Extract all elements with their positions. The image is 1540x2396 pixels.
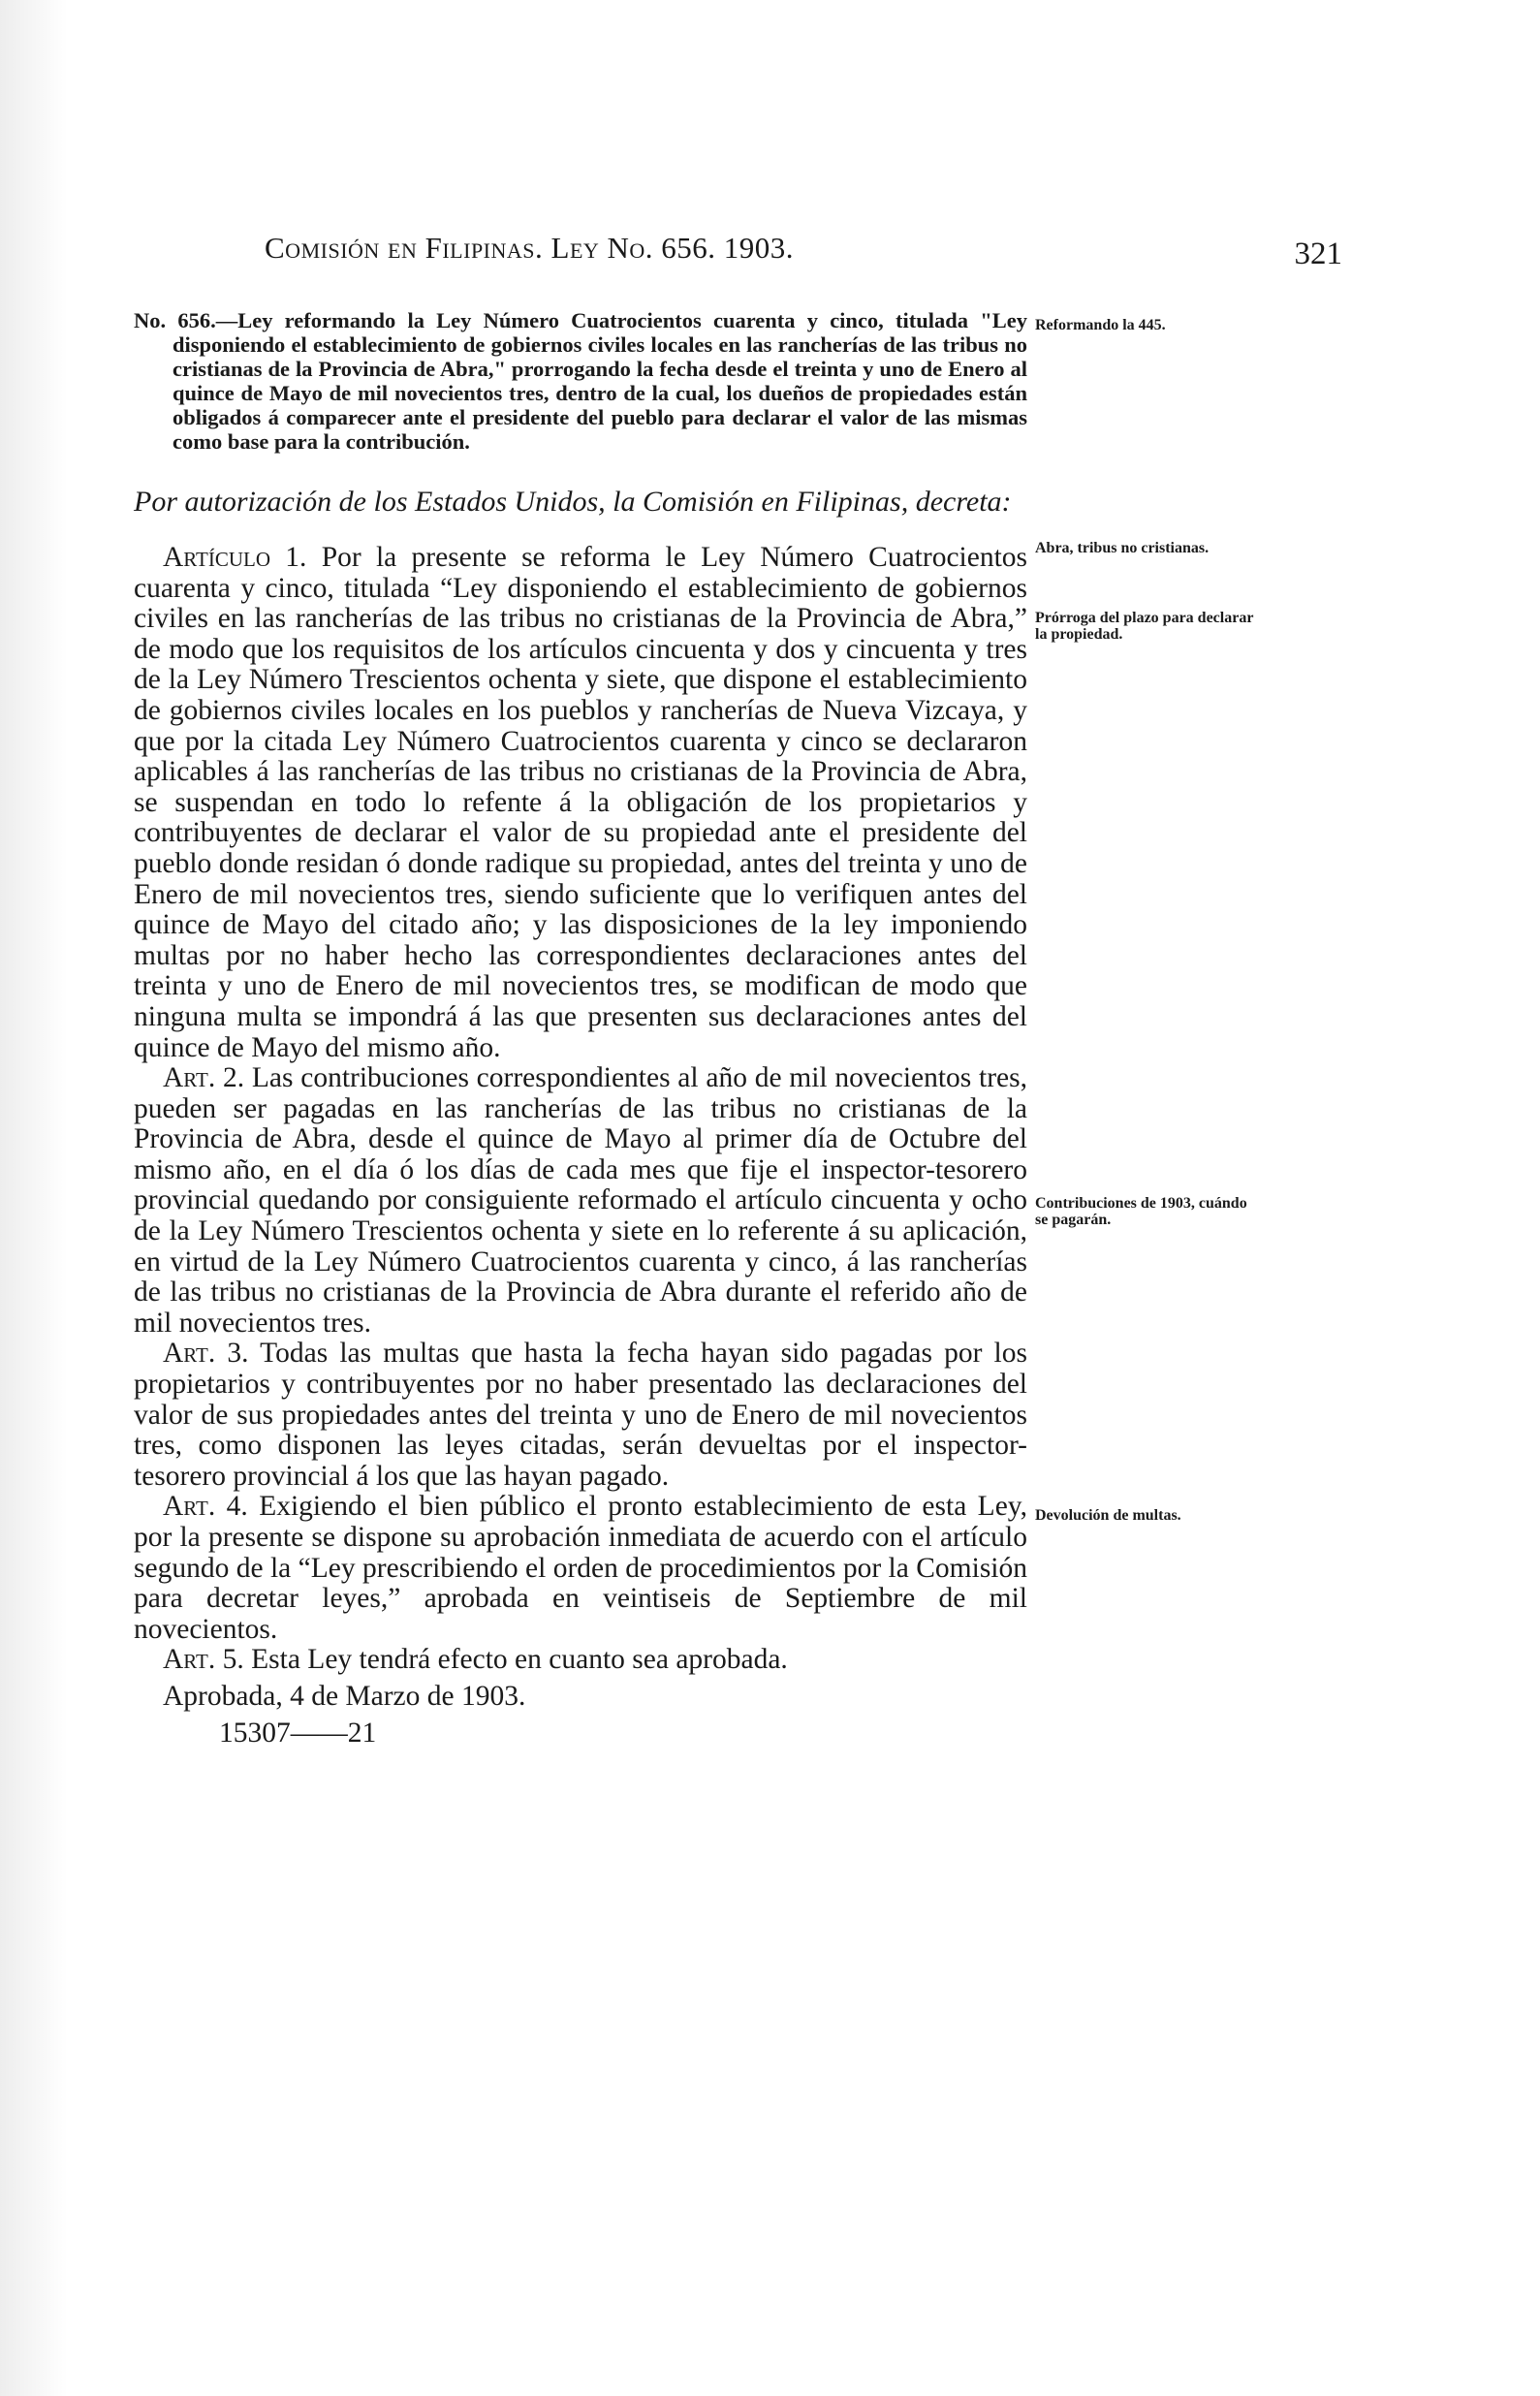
article-label: Art. 4. (163, 1491, 248, 1523)
article-label: Art. 5. (163, 1644, 244, 1676)
article-4 (134, 1492, 1027, 1645)
article-text: Exigiendo el bien público el pronto establecimiento de esta Ley, por la presente se dispone su aprobación inmediata de acuerdo con el artículo segundo de la “Ley prescribiendo el orden de procedimientos por la Comisión para decretar leyes,” aprobada en veintiseis de Septiembre de mil novecientos. (134, 1491, 1027, 1645)
margin-note: Prórroga del plazo para declarar la propiedad. (1035, 610, 1254, 643)
article-text: Las contribuciones correspondientes al año de mil novecientos tres, pueden ser pagadas en las rancherías de las tribus no cristianas de la Provincia de Abra, desde el quince de Mayo al primer día de Octubre del mismo año, en el día ó los días de cada mes que fije el inspector-tesorero provincial quedando por consiguiente reformado el artículo cincuenta y ocho de la Ley Número Trescientos ochenta y siete en lo referente á su aplicación, en virtud de la Ley Número Cuatrocientos cuarenta y cinco, á las rancherías de las tribus no cristianas de la Provincia de Abra durante el referido año de mil novecientos tres. (134, 1062, 1028, 1339)
law-summary: No. 656.—Ley reformando la Ley Número Cuatrocientos cuarenta y cinco, titulada "Ley disponiendo el establecimiento de gobiernos civiles locales en las rancherías de las tribus no cristianas de la Provincia de Abra," prorrogando la fecha desde el treinta y uno de Enero al quince de Mayo de mil novecientos tres, dentro de la cual, los dueños de propiedades están obligados á comparecer ante el presidente del pueblo para declarar el valor de las mismas como base para la contribución. (134, 308, 1027, 454)
margin-note: Abra, tribus no cristianas. (1035, 540, 1210, 556)
print-number: 15307——21 (219, 1717, 377, 1749)
article-label: Artículo 1. (163, 542, 307, 573)
article-text: Por la presente se reforma le Ley Número Cuatrocientos cuarenta y cinco, titulada “Ley disponiendo el establecimiento de gobiernos civiles en las rancherías de las tribus no cristianas de la Provincia de Abra,” de modo que los requisitos de los artículos cincuenta y dos y cincuenta y tres de la Ley Número Trescientos ochenta y siete, que dispone el establecimiento de gobiernos civiles locales en los pueblos y rancherías de Nueva Vizcaya, y que por la citada Ley Número Cuatrocientos cuarenta y cinco se declararon aplicables á las rancherías de las tribus no cristianas de la Provincia de Abra, se suspendan en todo lo refente á la obligación de los propietarios y contribuyentes de declarar el valor de su propiedad ante el presidente del pueblo donde residan ó donde radique su propiedad, antes del treinta y uno de Enero de mil novecientos tres, siendo suficiente que lo verifiquen antes del quince de Mayo del citado año; y las disposiciones de la ley imponiendo multas por no haber hecho las correspondientes declaraciones antes del treinta y uno de Enero de mil novecientos tres, se modifican de modo que ninguna multa se impondrá á las que presenten sus declaraciones antes del quince de Mayo del mismo año. (134, 542, 1028, 1063)
scan-edge-shadow (0, 0, 68, 2396)
article-text: Todas las multas que hasta la fecha hayan sido pagadas por los propietarios y contribuyentes por no haber presentado las declaraciones del valor de sus propiedades antes del treinta y uno de Enero de mil novecientos tres, como disponen las leyes citadas, serán devueltas por el inspector-tesorero provincial á los que las hayan pagado. (134, 1338, 1027, 1492)
article-1 (134, 543, 1027, 1063)
article-label: Art. 2. (163, 1062, 245, 1094)
article-text: Esta Ley tendrá efecto en cuanto sea aprobada. (251, 1644, 788, 1676)
margin-note: Devolución de multas. (1035, 1507, 1181, 1524)
approval-date: Aprobada, 4 de Marzo de 1903. (163, 1680, 526, 1712)
article-label: Art. 3. (163, 1338, 249, 1370)
law-text-column (134, 308, 1027, 1749)
article-3 (134, 1339, 1027, 1492)
running-head: Comisión en Filipinas. Ley No. 656. 1903. (265, 231, 795, 265)
article-5 (134, 1645, 1027, 1676)
article-2 (134, 1063, 1027, 1339)
margin-note: Contribuciones de 1903, cuándo se pagarán. (1035, 1195, 1247, 1228)
page-header (237, 231, 1342, 279)
enacting-clause: Por autorización de los Estados Unidos, la Comisión en Filipinas, decreta: (134, 486, 1012, 518)
margin-note: Reformando la 445. (1035, 317, 1166, 333)
page-number: 321 (1294, 236, 1342, 271)
